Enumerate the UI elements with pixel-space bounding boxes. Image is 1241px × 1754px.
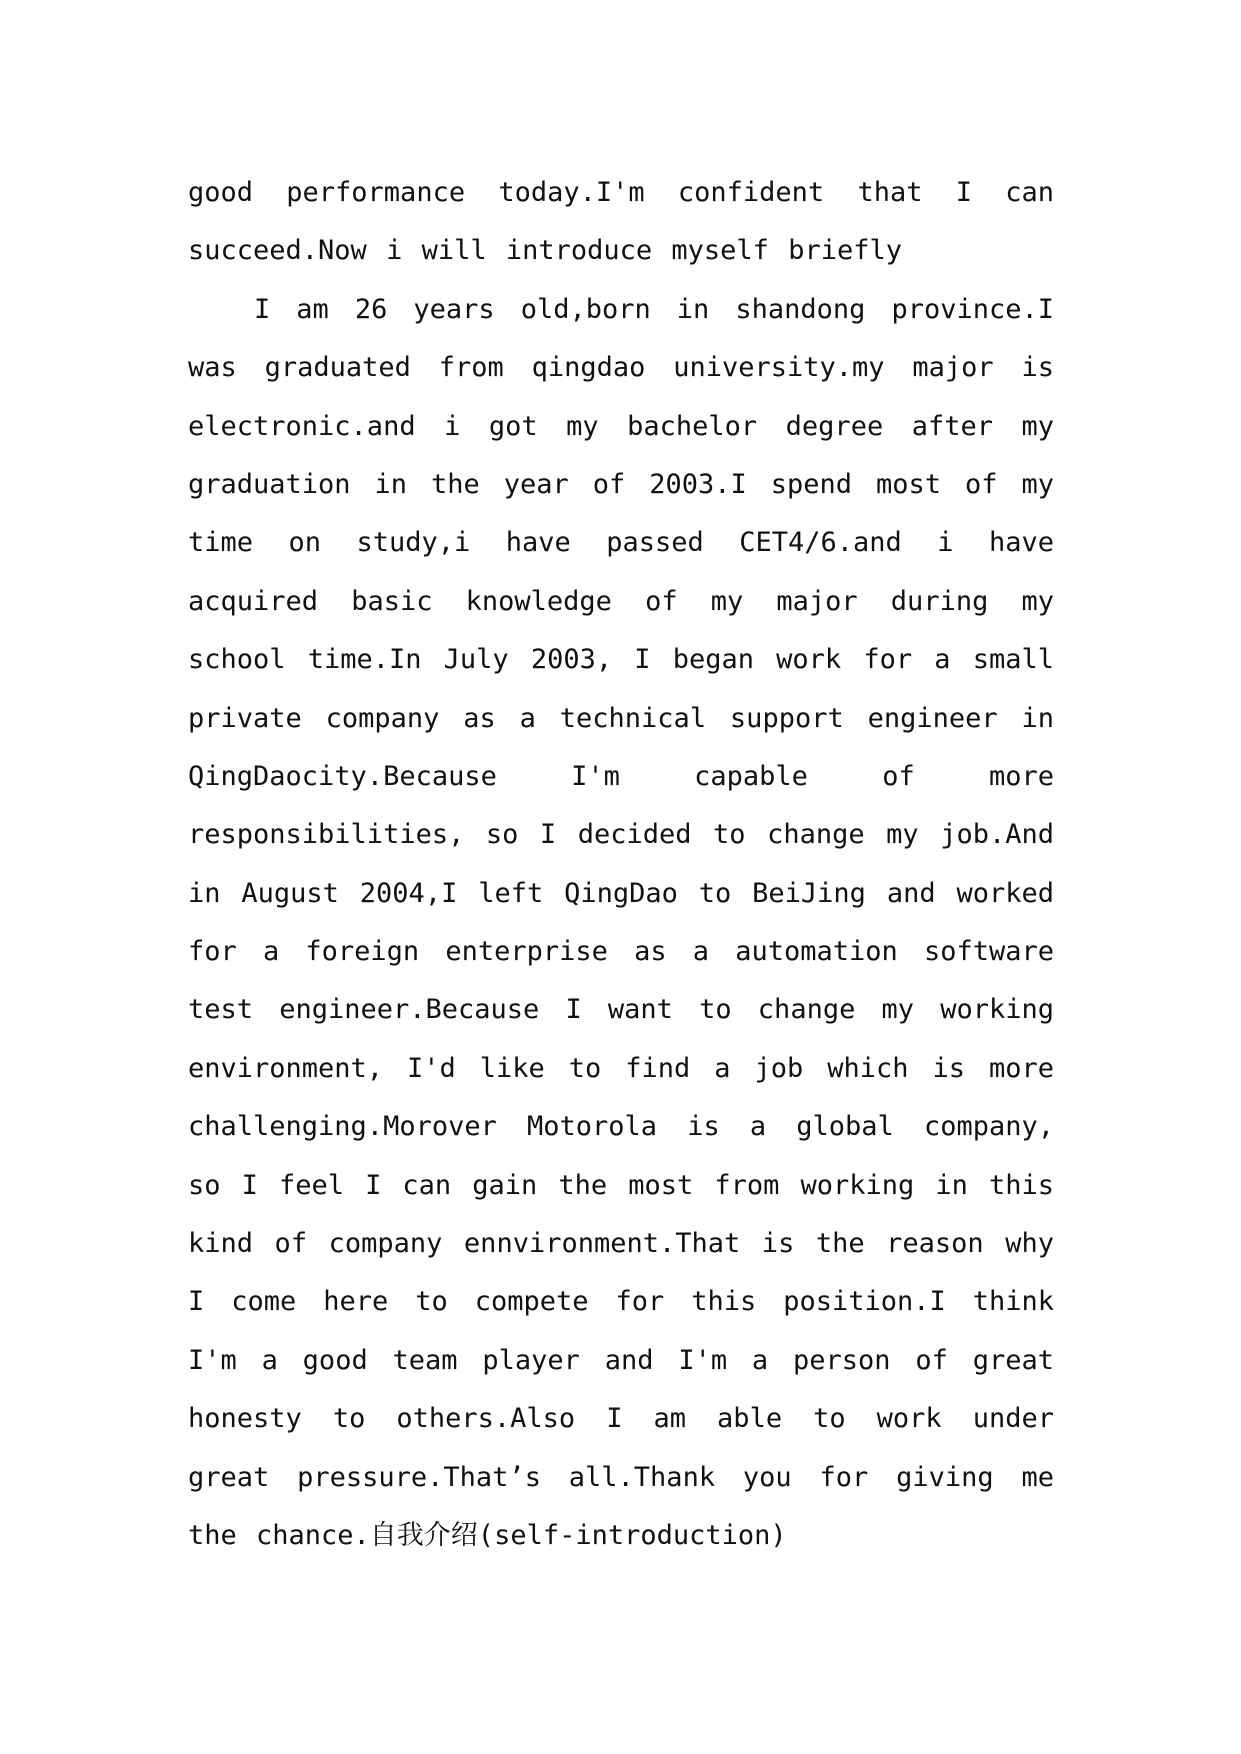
text-line: time on study,i have passed CET4/6.and i have [188,527,1054,559]
text-line: great pressure.That’s all.Thank you for giving me [188,1461,1054,1493]
text-line: succeed.Now i will introduce myself briefly [188,235,902,267]
text-line: in August 2004,I left QingDao to BeiJing and worked [188,877,1054,909]
text-line: school time.In July 2003, I began work for a small [188,644,1054,676]
paragraph-2 [188,281,1054,1566]
text-line: QingDaocity.Because I'm capable of more [188,760,1054,792]
text-line: kind of company ennvironment.That is the reason why [188,1228,1054,1260]
text-line: I am 26 years old,born in shandong province.I [254,293,1054,325]
paragraph-1 [188,164,1054,281]
text-line: I come here to compete for this position.I think [188,1286,1054,1318]
text-line: good performance today.I'm confident that I can [188,177,1054,208]
text-line: for a foreign enterprise as a automation software [188,936,1054,968]
text-line: challenging.Morover Motorola is a global company, [188,1111,1054,1143]
text-line: graduation in the year of 2003.I spend most of my [188,468,1054,500]
text-line: acquired basic knowledge of my major during my [188,585,1054,617]
text-line: was graduated from qingdao university.my major is [188,352,1054,384]
text-line: environment, I'd like to find a job which is more [188,1052,1054,1084]
text-line: the chance.自我介绍(self-introduction) [188,1519,787,1551]
text-line: electronic.and i got my bachelor degree after my [188,410,1054,442]
text-line: honesty to others.Also I am able to work under [188,1403,1054,1435]
body-text [188,164,1054,1565]
text-line: test engineer.Because I want to change my working [188,994,1054,1026]
text-line: so I feel I can gain the most from working in this [188,1169,1054,1201]
text-line: responsibilities, so I decided to change my job.And [188,819,1054,851]
text-line: I'm a good team player and I'm a person of great [188,1344,1054,1376]
text-line: private company as a technical support engineer in [188,702,1054,734]
